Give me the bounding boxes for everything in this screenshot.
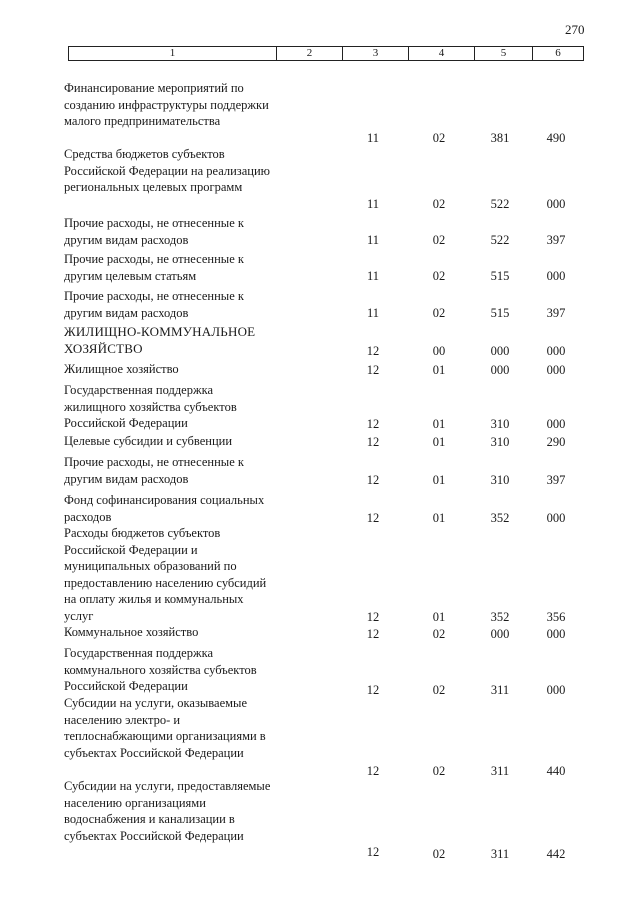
row-col-6: 397 xyxy=(546,233,566,247)
row-col-5: 310 xyxy=(490,417,510,431)
row-col-3: 11 xyxy=(366,269,380,283)
row-col-6: 000 xyxy=(546,363,566,377)
row-col-5: 310 xyxy=(490,473,510,487)
row-col-3: 12 xyxy=(366,511,380,525)
row-col-6: 290 xyxy=(546,435,566,449)
row-col-5: 310 xyxy=(490,435,510,449)
row-col-4: 02 xyxy=(432,233,446,247)
row-col-6: 000 xyxy=(546,344,566,358)
row-col-4: 02 xyxy=(432,131,446,145)
header-col-6: 6 xyxy=(555,47,561,59)
row-label: Финансирование мероприятий по созданию инфраструктуры поддержки малого предпринимательства xyxy=(64,81,269,128)
row-col-4: 02 xyxy=(432,197,446,211)
row-col-4: 00 xyxy=(432,344,446,358)
row-col-5: 352 xyxy=(490,610,510,624)
row-label: Государственная поддержка коммунального хозяйства субъектов Российской Федерации xyxy=(64,646,257,693)
page-number: 270 xyxy=(565,22,585,37)
row-label: Прочие расходы, не отнесенные к другим видам расходов xyxy=(64,216,244,247)
row-col-6: 490 xyxy=(546,131,566,145)
row-col-3: 12 xyxy=(366,683,380,697)
row-col-3: 12 xyxy=(366,363,380,377)
row-col-3: 11 xyxy=(366,131,380,145)
row-col-5: 522 xyxy=(490,233,510,247)
row-col-6: 000 xyxy=(546,627,566,641)
row-col-6: 397 xyxy=(546,473,566,487)
row-col-5: 381 xyxy=(490,131,510,145)
row-col-4: 01 xyxy=(432,610,446,624)
row-col-5: 000 xyxy=(490,627,510,641)
row-label: Жилищное хозяйство xyxy=(64,362,179,376)
row-col-4: 01 xyxy=(432,435,446,449)
row-col-4: 02 xyxy=(432,269,446,283)
header-col-3: 3 xyxy=(343,47,409,60)
row-label: Прочие расходы, не отнесенные к другим целевым статьям xyxy=(64,252,244,283)
row-col-4: 02 xyxy=(432,306,446,320)
row-label: Прочие расходы, не отнесенные к другим видам расходов xyxy=(64,455,244,486)
row-col-4: 02 xyxy=(432,683,446,697)
row-label: Субсидии на услуги, оказываемые населению электро- и теплоснабжающими организациями в субъектах Российской Федерации xyxy=(64,696,266,760)
row-col-6: 442 xyxy=(546,847,566,861)
row-col-6: 356 xyxy=(546,610,566,624)
row-col-6: 397 xyxy=(546,306,566,320)
row-col-3: 12 xyxy=(366,435,380,449)
row-label: ЖИЛИЩНО-КОММУНАЛЬНОЕ ХОЗЯЙСТВО xyxy=(64,324,256,356)
row-label: Фонд софинансирования социальных расходов xyxy=(64,493,265,524)
row-col-4: 02 xyxy=(432,847,446,861)
row-col-5: 515 xyxy=(490,269,510,283)
row-label: Целевые субсидии и субвенции xyxy=(64,434,233,448)
row-col-3: 11 xyxy=(366,197,380,211)
row-label: Расходы бюджетов субъектов Российской Федерации и муниципальных образований по предоставлению населению субсидий на оплату жилья и коммунальных услуг xyxy=(64,526,267,623)
row-col-4: 01 xyxy=(432,417,446,431)
row-col-5: 352 xyxy=(490,511,510,525)
row-col-3: 12 xyxy=(366,473,380,487)
row-col-5: 515 xyxy=(490,306,510,320)
row-col-3: 12 xyxy=(366,417,380,431)
row-col-5: 000 xyxy=(490,363,510,377)
row-col-3: 11 xyxy=(366,306,380,320)
row-label: Средства бюджетов субъектов Российской Федерации на реализацию региональных целевых программ xyxy=(64,147,270,194)
row-col-5: 311 xyxy=(490,683,510,697)
row-col-3: 12 xyxy=(366,344,380,358)
row-col-3: 12 xyxy=(366,627,380,641)
row-col-4: 01 xyxy=(432,363,446,377)
row-col-5: 000 xyxy=(490,344,510,358)
row-col-6: 000 xyxy=(546,511,566,525)
row-col-6: 000 xyxy=(546,417,566,431)
row-col-3: 11 xyxy=(366,233,380,247)
row-col-5: 311 xyxy=(490,847,510,861)
header-col-5: 5 xyxy=(475,47,533,60)
row-col-3: 12 xyxy=(366,764,380,778)
row-label: Субсидии на услуги, предоставляемые населению организациями водоснабжения и канализации в субъектах Российской Федерации xyxy=(64,779,271,843)
header-col-1: 1 xyxy=(69,47,277,60)
row-col-4: 01 xyxy=(432,473,446,487)
row-label: Государственная поддержка жилищного хозяйства субъектов Российской Федерации xyxy=(64,383,237,430)
row-col-6: 440 xyxy=(546,764,566,778)
row-col-4: 02 xyxy=(432,627,446,641)
row-col-6: 000 xyxy=(546,197,566,211)
row-col-5: 311 xyxy=(490,764,510,778)
row-col-4: 02 xyxy=(432,764,446,778)
row-label: Коммунальное хозяйство xyxy=(64,625,199,639)
row-col-5: 522 xyxy=(490,197,510,211)
header-col-2: 2 xyxy=(277,47,343,60)
row-label: Прочие расходы, не отнесенные к другим видам расходов xyxy=(64,289,244,320)
row-col-3: 12 xyxy=(366,845,380,859)
row-col-4: 01 xyxy=(432,511,446,525)
row-col-6: 000 xyxy=(546,269,566,283)
header-col-4: 4 xyxy=(409,47,475,60)
row-col-3: 12 xyxy=(366,610,380,624)
row-col-6: 000 xyxy=(546,683,566,697)
